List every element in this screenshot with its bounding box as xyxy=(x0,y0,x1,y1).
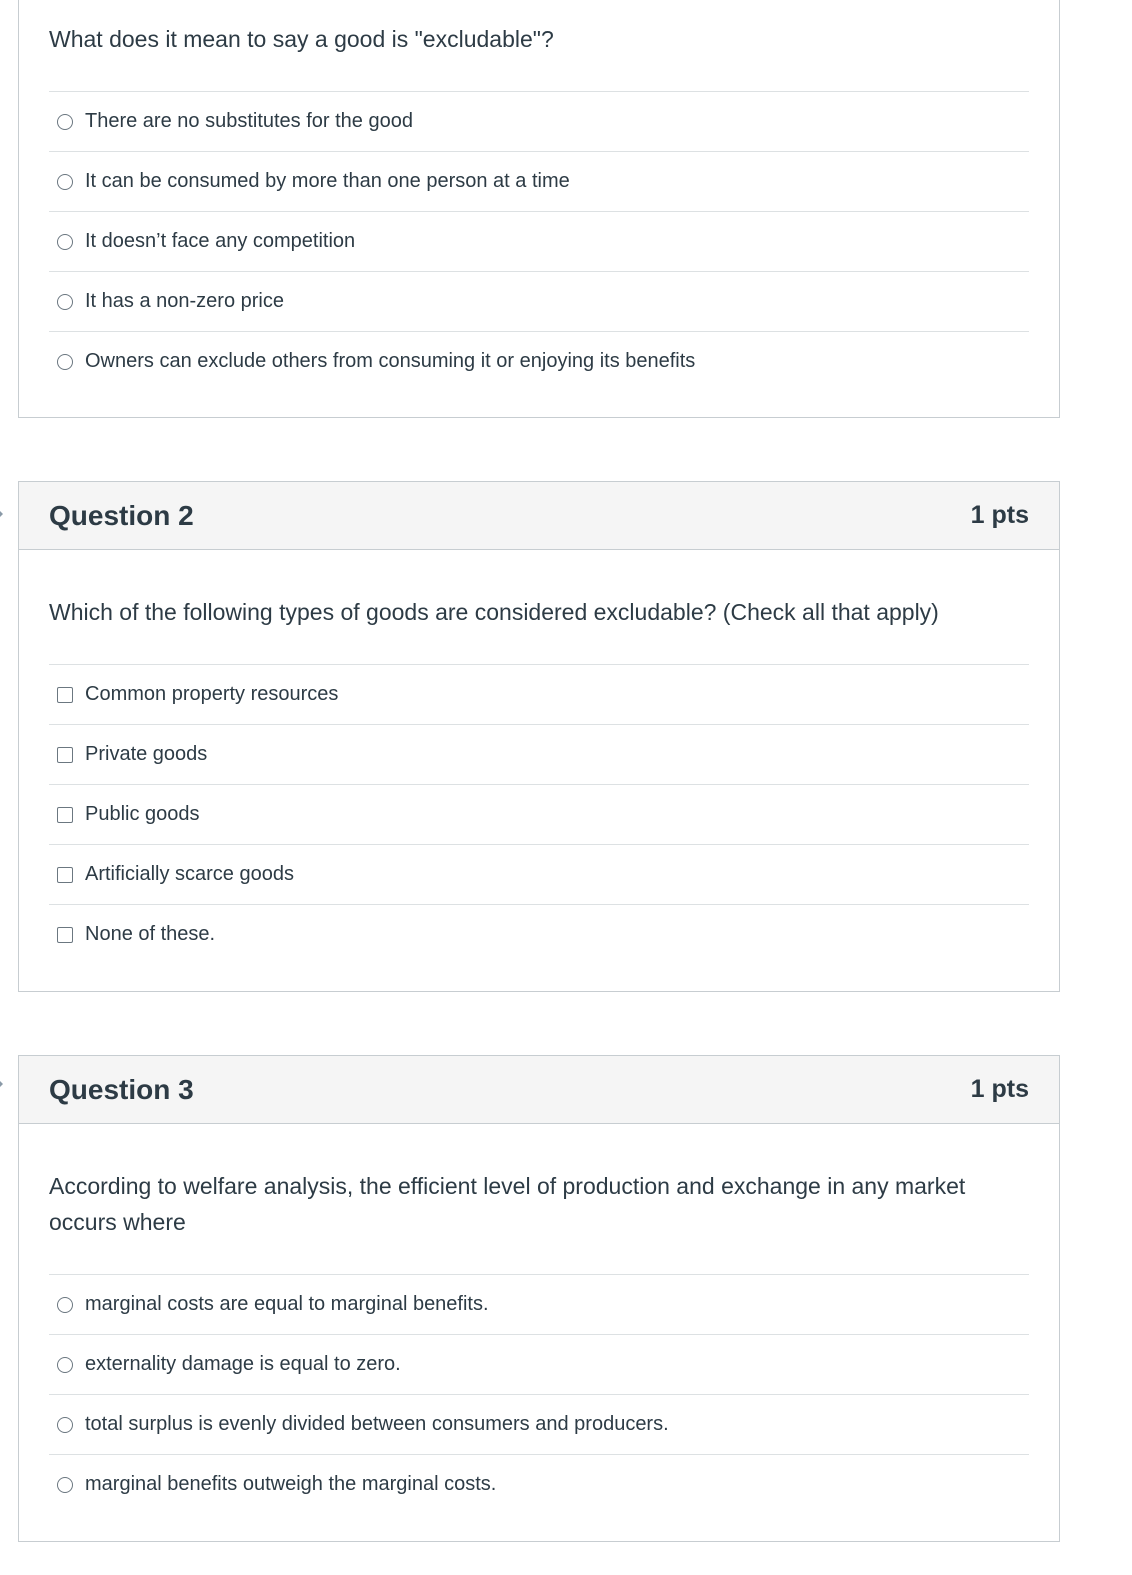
answer-label: marginal costs are equal to marginal benefits. xyxy=(85,1293,489,1315)
radio-button[interactable] xyxy=(57,1477,73,1493)
question-1-text: What does it mean to say a good is "excludable"? xyxy=(49,26,554,52)
question-2-card xyxy=(18,481,1060,992)
chevron-right-icon xyxy=(0,1077,3,1091)
answer-option[interactable] xyxy=(49,1334,1029,1394)
answer-label: Artificially scarce goods xyxy=(85,863,294,885)
answer-label: None of these. xyxy=(85,923,216,945)
question-1-answers xyxy=(49,91,1029,391)
answer-label: Owners can exclude others from consuming it or enjoying its benefits xyxy=(85,350,696,372)
question-2-header xyxy=(19,482,1059,550)
answer-label: Public goods xyxy=(85,803,200,825)
question-3-card xyxy=(18,1055,1060,1542)
answer-option[interactable] xyxy=(49,784,1029,844)
question-3-title: Question 3 xyxy=(49,1073,194,1105)
answer-option[interactable] xyxy=(49,211,1029,271)
answer-label: Common property resources xyxy=(85,683,339,705)
question-2-answers xyxy=(49,664,1029,964)
answer-label: total surplus is evenly divided between consumers and producers. xyxy=(85,1413,669,1435)
question-1-card xyxy=(18,0,1060,418)
radio-button[interactable] xyxy=(57,114,73,130)
question-3-answers xyxy=(49,1274,1029,1514)
question-3-points: 1 pts xyxy=(970,1075,1029,1103)
answer-label: There are no substitutes for the good xyxy=(85,110,413,132)
answer-option[interactable] xyxy=(49,904,1029,964)
answer-option[interactable] xyxy=(49,271,1029,331)
answer-label: externality damage is equal to zero. xyxy=(85,1353,401,1375)
answer-option[interactable] xyxy=(49,91,1029,151)
checkbox[interactable] xyxy=(57,747,73,763)
checkbox[interactable] xyxy=(57,687,73,703)
answer-option[interactable] xyxy=(49,724,1029,784)
answer-option[interactable] xyxy=(49,844,1029,904)
radio-button[interactable] xyxy=(57,354,73,370)
answer-label: It has a non-zero price xyxy=(85,290,284,312)
answer-option[interactable] xyxy=(49,1274,1029,1334)
question-2-title: Question 2 xyxy=(49,499,194,531)
radio-button[interactable] xyxy=(57,174,73,190)
checkbox[interactable] xyxy=(57,807,73,823)
question-2-points: 1 pts xyxy=(970,501,1029,529)
radio-button[interactable] xyxy=(57,294,73,310)
question-2-text: Which of the following types of goods are considered excludable? (Check all that apply) xyxy=(49,599,939,625)
radio-button[interactable] xyxy=(57,1417,73,1433)
checkbox[interactable] xyxy=(57,867,73,883)
question-3-header xyxy=(19,1056,1059,1124)
answer-label: marginal benefits outweigh the marginal costs. xyxy=(85,1473,497,1495)
answer-option[interactable] xyxy=(49,331,1029,391)
answer-label: It doesn’t face any competition xyxy=(85,230,356,252)
radio-button[interactable] xyxy=(57,234,73,250)
radio-button[interactable] xyxy=(57,1357,73,1373)
checkbox[interactable] xyxy=(57,927,73,943)
answer-label: Private goods xyxy=(85,743,208,765)
answer-label: It can be consumed by more than one person at a time xyxy=(85,170,570,192)
question-3-text: According to welfare analysis, the efficient level of production and exchange in any market occurs where xyxy=(49,1173,966,1235)
answer-option[interactable] xyxy=(49,151,1029,211)
chevron-right-icon xyxy=(0,507,3,521)
answer-option[interactable] xyxy=(49,664,1029,724)
radio-button[interactable] xyxy=(57,1297,73,1313)
answer-option[interactable] xyxy=(49,1394,1029,1454)
answer-option[interactable] xyxy=(49,1454,1029,1514)
